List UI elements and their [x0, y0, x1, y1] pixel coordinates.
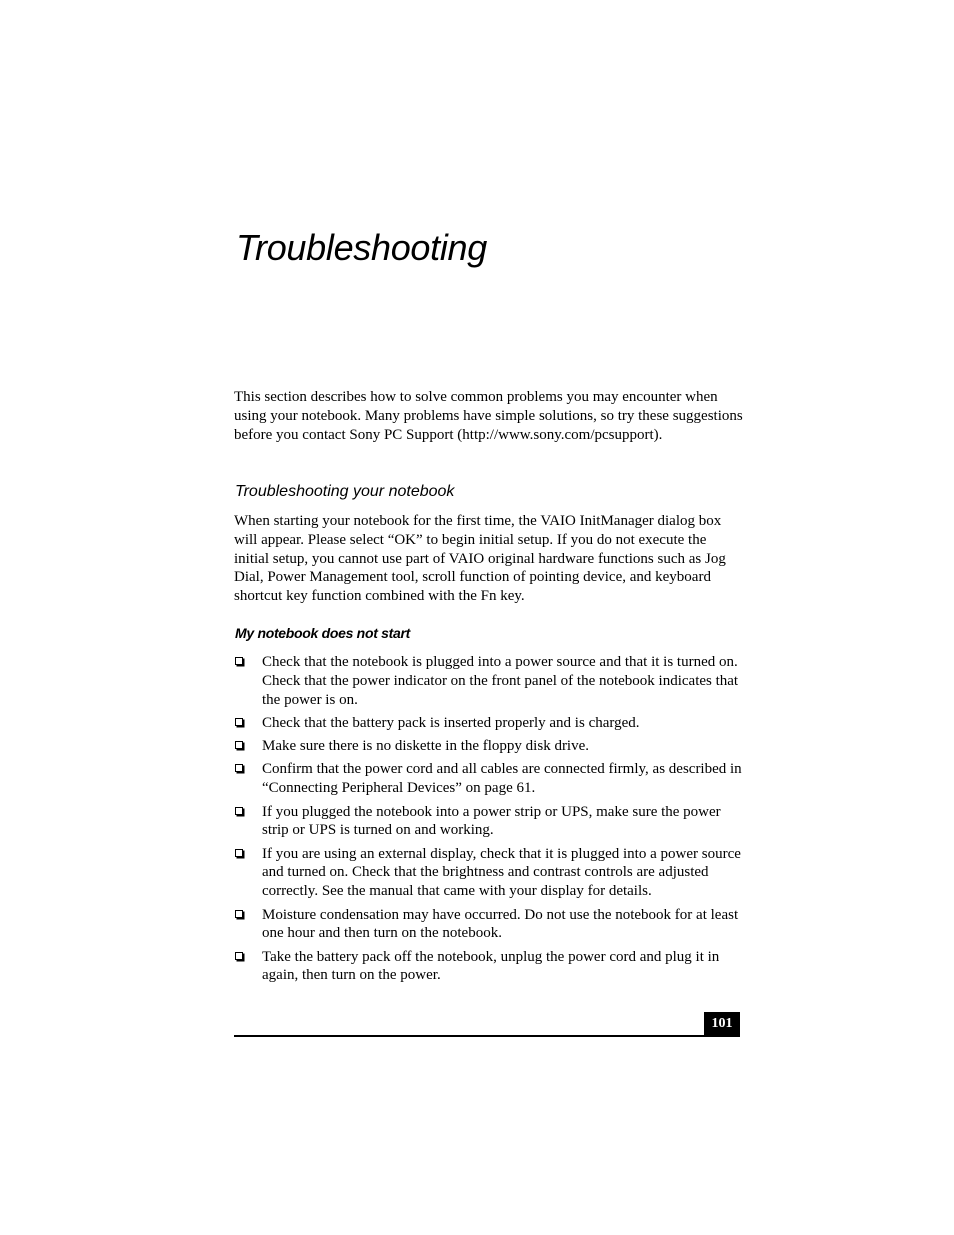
checkbox-icon	[235, 718, 243, 726]
checklist-item-text: Confirm that the power cord and all cables are connected firmly, as described in “Connecting Peripheral Devices” on page 61.	[262, 761, 742, 797]
section-paragraph: When starting your notebook for the first time, the VAIO InitManager dialog box will appear. Please select “OK” to begin initial setup. If you do not execute the initial setup, you cannot use part of VAIO original hardware functions such as Jog Dial, Power Management tool, scroll function of pointing device, and keyboard shortcut key function combined with the Fn key.	[234, 513, 726, 605]
checklist-item	[234, 737, 744, 756]
checklist	[234, 653, 744, 990]
checklist-item-text: Make sure there is no diskette in the floppy disk drive.	[262, 738, 590, 755]
page-number: 101	[704, 1012, 740, 1037]
footer-rule	[234, 1035, 740, 1037]
chapter-title: Troubleshooting	[236, 227, 487, 268]
checklist-item	[234, 653, 744, 709]
checkbox-icon	[235, 657, 243, 665]
checklist-item-text: Take the battery pack off the notebook, unplug the power cord and plug it in again, then turn on the power.	[262, 948, 720, 984]
checkbox-icon	[235, 807, 243, 815]
checklist-item-text: Check that the notebook is plugged into a power source and that it is turned on. Check that the power indicator on the front panel of the notebook indicates that the power is on.	[262, 654, 739, 708]
checklist-item	[234, 714, 744, 733]
subsection-heading: My notebook does not start	[235, 625, 410, 641]
checkbox-icon	[235, 741, 243, 749]
intro-paragraph: This section describes how to solve common problems you may encounter when using your notebook. Many problems have simple solutions, so try these suggestions before you contact Sony PC Support (http://www.sony.com/pcsupport).	[234, 389, 743, 443]
checklist-item	[234, 906, 744, 944]
checklist-item	[234, 845, 744, 901]
checkbox-icon	[235, 910, 243, 918]
checkbox-icon	[235, 952, 243, 960]
checklist-item-text: Moisture condensation may have occurred. Do not use the notebook for at least one hour and then turn on the notebook.	[262, 906, 739, 942]
checklist-item-text: If you are using an external display, check that it is plugged into a power source and turned on. Check that the brightness and contrast controls are adjusted correctly. See the manual that came with your display for details.	[262, 845, 741, 900]
checklist-item	[234, 948, 744, 986]
checkbox-icon	[235, 764, 243, 772]
checklist-item	[234, 803, 744, 841]
checklist-item	[234, 760, 744, 798]
checkbox-icon	[235, 849, 243, 857]
checklist-item-text: If you plugged the notebook into a power strip or UPS, make sure the power strip or UPS is turned on and working.	[262, 803, 721, 839]
section-heading: Troubleshooting your notebook	[235, 483, 455, 500]
checklist-item-text: Check that the battery pack is inserted properly and is charged.	[262, 714, 640, 731]
